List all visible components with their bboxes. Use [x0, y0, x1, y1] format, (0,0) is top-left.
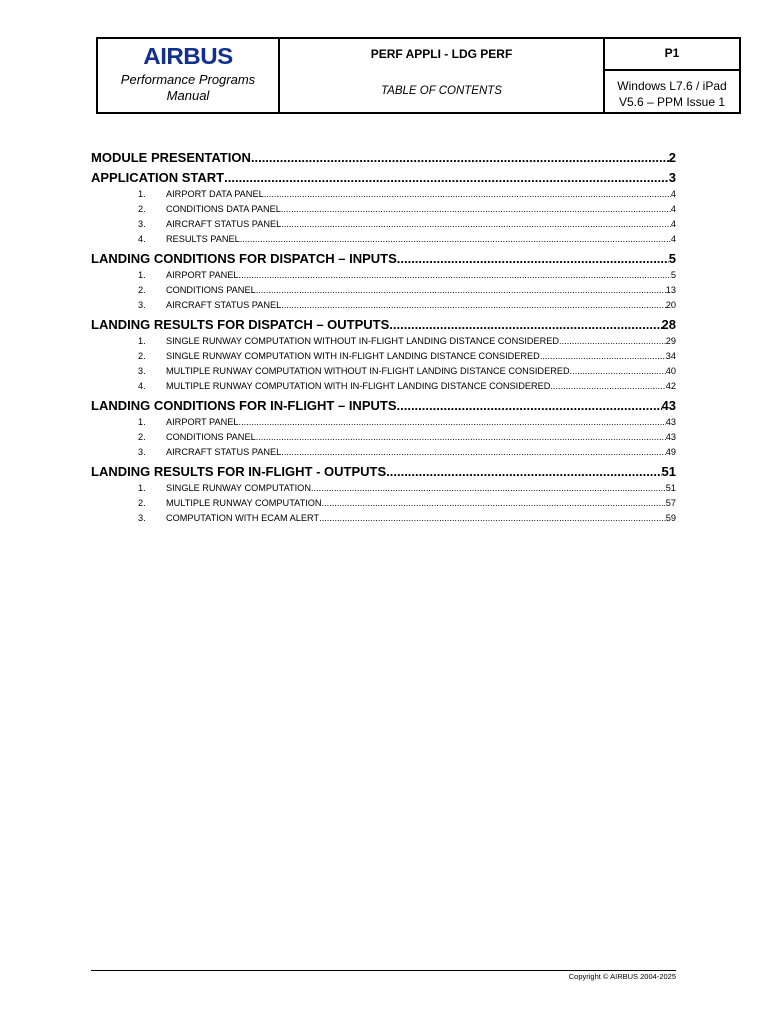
- toc-entry-title: SINGLE RUNWAY COMPUTATION WITH IN-FLIGHT LANDING DISTANCE CONSIDERED: [166, 351, 540, 361]
- toc-entry-page: 5: [668, 251, 676, 266]
- toc-dot-leader: [397, 251, 669, 266]
- toc-dot-leader: [281, 447, 666, 457]
- toc-subsection-entry[interactable]: [91, 336, 676, 349]
- toc-entry-page: 28: [661, 317, 676, 332]
- toc-entry-number: 3.: [138, 300, 146, 310]
- copyright-notice: Copyright © AIRBUS 2004-2025: [568, 972, 676, 981]
- toc-entry-page: 57: [665, 498, 676, 508]
- toc-dot-leader: [281, 204, 671, 214]
- toc-entry-number: 1.: [138, 336, 146, 346]
- toc-section-entry[interactable]: [91, 150, 676, 168]
- toc-entry-number: 4.: [138, 234, 146, 244]
- toc-entry-page: 59: [665, 513, 676, 523]
- header-logo-cell: [98, 39, 280, 112]
- toc-entry-title: MULTIPLE RUNWAY COMPUTATION WITHOUT IN-FLIGHT LANDING DISTANCE CONSIDERED: [166, 366, 570, 376]
- manual-name-line2: Manual: [166, 88, 210, 103]
- toc-dot-leader: [540, 351, 666, 361]
- toc-subsection-entry[interactable]: [91, 219, 676, 232]
- toc-entry-page: 43: [665, 432, 676, 442]
- toc-section-entry[interactable]: [91, 317, 676, 335]
- toc-subsection-entry[interactable]: [91, 447, 676, 460]
- toc-entry-page: 42: [665, 381, 676, 391]
- version-line1: Windows L7.6 / iPad: [617, 79, 727, 93]
- toc-entry-number: 2.: [138, 285, 146, 295]
- toc-entry-title: CONDITIONS PANEL: [166, 285, 256, 295]
- page-number: P1: [605, 39, 739, 71]
- toc-entry-title: CONDITIONS PANEL: [166, 432, 256, 442]
- toc-entry-title: MULTIPLE RUNWAY COMPUTATION: [166, 498, 322, 508]
- toc-entry-number: 1.: [138, 417, 146, 427]
- toc-subsection-entry[interactable]: [91, 300, 676, 313]
- toc-entry-number: 3.: [138, 513, 146, 523]
- header-table: [96, 37, 741, 114]
- toc-subsection-entry[interactable]: [91, 381, 676, 394]
- toc-dot-leader: [264, 189, 671, 199]
- toc-subsection-entry[interactable]: [91, 189, 676, 202]
- toc-entry-title: AIRPORT PANEL: [166, 270, 239, 280]
- toc-section-entry[interactable]: [91, 170, 676, 188]
- version-info: [605, 71, 739, 112]
- toc-entry-title: APPLICATION START: [91, 170, 225, 185]
- toc-entry-page: 49: [665, 447, 676, 457]
- toc-dot-leader: [281, 300, 666, 310]
- toc-entry-title: AIRPORT PANEL: [166, 417, 239, 427]
- toc-entry-page: 51: [661, 464, 676, 479]
- toc-dot-leader: [550, 381, 665, 391]
- toc-entry-title: AIRCRAFT STATUS PANEL: [166, 300, 282, 310]
- toc-dot-leader: [311, 483, 666, 493]
- airbus-logo: AIRBUS: [143, 43, 233, 69]
- toc-subsection-entry[interactable]: [91, 366, 676, 379]
- toc-dot-leader: [239, 270, 671, 280]
- toc-subsection-entry[interactable]: [91, 513, 676, 526]
- version-line2: V5.6 – PPM Issue 1: [618, 95, 726, 109]
- toc-entry-number: 2.: [138, 351, 146, 361]
- toc-entry-title: SINGLE RUNWAY COMPUTATION: [166, 483, 311, 493]
- toc-dot-leader: [570, 366, 666, 376]
- toc-entry-page: 5: [670, 270, 676, 280]
- toc-section-entry[interactable]: [91, 398, 676, 416]
- toc-subsection-entry[interactable]: [91, 498, 676, 511]
- toc-entry-number: 4.: [138, 381, 146, 391]
- toc-entry-page: 20: [665, 300, 676, 310]
- toc-dot-leader: [397, 398, 662, 413]
- toc-entry-title: AIRPORT DATA PANEL: [166, 189, 264, 199]
- toc-entry-title: LANDING CONDITIONS FOR DISPATCH – INPUTS: [91, 251, 397, 266]
- toc-dot-leader: [239, 417, 666, 427]
- toc-dot-leader: [256, 432, 666, 442]
- toc-dot-leader: [322, 498, 666, 508]
- toc-entry-number: 1.: [138, 270, 146, 280]
- toc-entry-number: 1.: [138, 189, 146, 199]
- toc-entry-title: AIRCRAFT STATUS PANEL: [166, 219, 282, 229]
- document-title: PERF APPLI - LDG PERF: [370, 47, 513, 61]
- toc-entry-page: 4: [670, 204, 676, 214]
- toc-dot-leader: [251, 150, 669, 165]
- toc-subsection-entry[interactable]: [91, 483, 676, 496]
- toc-entry-page: 29: [665, 336, 676, 346]
- manual-name: [98, 72, 278, 104]
- manual-name-line1: Performance Programs: [120, 72, 256, 87]
- toc-dot-leader: [240, 234, 671, 244]
- toc-entry-title: LANDING CONDITIONS FOR IN-FLIGHT – INPUTS: [91, 398, 397, 413]
- toc-entry-number: 1.: [138, 483, 146, 493]
- toc-subsection-entry[interactable]: [91, 417, 676, 430]
- toc-entry-page: 3: [668, 170, 676, 185]
- toc-dot-leader: [281, 219, 671, 229]
- toc-entry-number: 3.: [138, 366, 146, 376]
- toc-entry-page: 4: [670, 234, 676, 244]
- toc-entry-page: 34: [665, 351, 676, 361]
- toc-entry-number: 2.: [138, 498, 146, 508]
- toc-entry-number: 2.: [138, 432, 146, 442]
- toc-entry-page: 43: [665, 417, 676, 427]
- toc-entry-title: SINGLE RUNWAY COMPUTATION WITHOUT IN-FLIGHT LANDING DISTANCE CONSIDERED: [166, 336, 560, 346]
- toc-entry-number: 2.: [138, 204, 146, 214]
- toc-section-entry[interactable]: [91, 251, 676, 269]
- toc-entry-title: AIRCRAFT STATUS PANEL: [166, 447, 282, 457]
- toc-entry-title: CONDITIONS DATA PANEL: [166, 204, 281, 214]
- toc-section-entry[interactable]: [91, 464, 676, 482]
- toc-entry-number: 3.: [138, 219, 146, 229]
- toc-dot-leader: [386, 464, 661, 479]
- toc-entry-page: 4: [670, 189, 676, 199]
- toc-entry-number: 3.: [138, 447, 146, 457]
- toc-entry-title: COMPUTATION WITH ECAM ALERT: [166, 513, 320, 523]
- toc-entry-page: 51: [665, 483, 676, 493]
- toc-subsection-entry[interactable]: [91, 204, 676, 217]
- toc-subsection-entry[interactable]: [91, 351, 676, 364]
- header-info-cell: [605, 39, 739, 112]
- toc-entry-title: MODULE PRESENTATION: [91, 150, 251, 165]
- header-title-cell: [280, 39, 605, 112]
- toc-dot-leader: [389, 317, 661, 332]
- toc-subsection-entry[interactable]: [91, 234, 676, 247]
- toc-subsection-entry[interactable]: [91, 285, 676, 298]
- toc-entry-page: 43: [661, 398, 676, 413]
- toc-entry-title: MULTIPLE RUNWAY COMPUTATION WITH IN-FLIGHT LANDING DISTANCE CONSIDERED: [166, 381, 551, 391]
- toc-entry-page: 2: [668, 150, 676, 165]
- toc-entry-title: RESULTS PANEL: [166, 234, 240, 244]
- toc-subsection-entry[interactable]: [91, 432, 676, 445]
- toc-entry-title: LANDING RESULTS FOR DISPATCH – OUTPUTS: [91, 317, 390, 332]
- toc-entry-page: 13: [665, 285, 676, 295]
- toc-entry-title: LANDING RESULTS FOR IN-FLIGHT - OUTPUTS: [91, 464, 387, 479]
- toc-dot-leader: [224, 170, 669, 185]
- footer-rule: [91, 970, 676, 971]
- toc-entry-page: 40: [665, 366, 676, 376]
- toc-subsection-entry[interactable]: [91, 270, 676, 283]
- toc-dot-leader: [256, 285, 666, 295]
- toc-dot-leader: [319, 513, 666, 523]
- toc-entry-page: 4: [670, 219, 676, 229]
- toc-dot-leader: [559, 336, 666, 346]
- document-subtitle: TABLE OF CONTENTS: [381, 85, 502, 97]
